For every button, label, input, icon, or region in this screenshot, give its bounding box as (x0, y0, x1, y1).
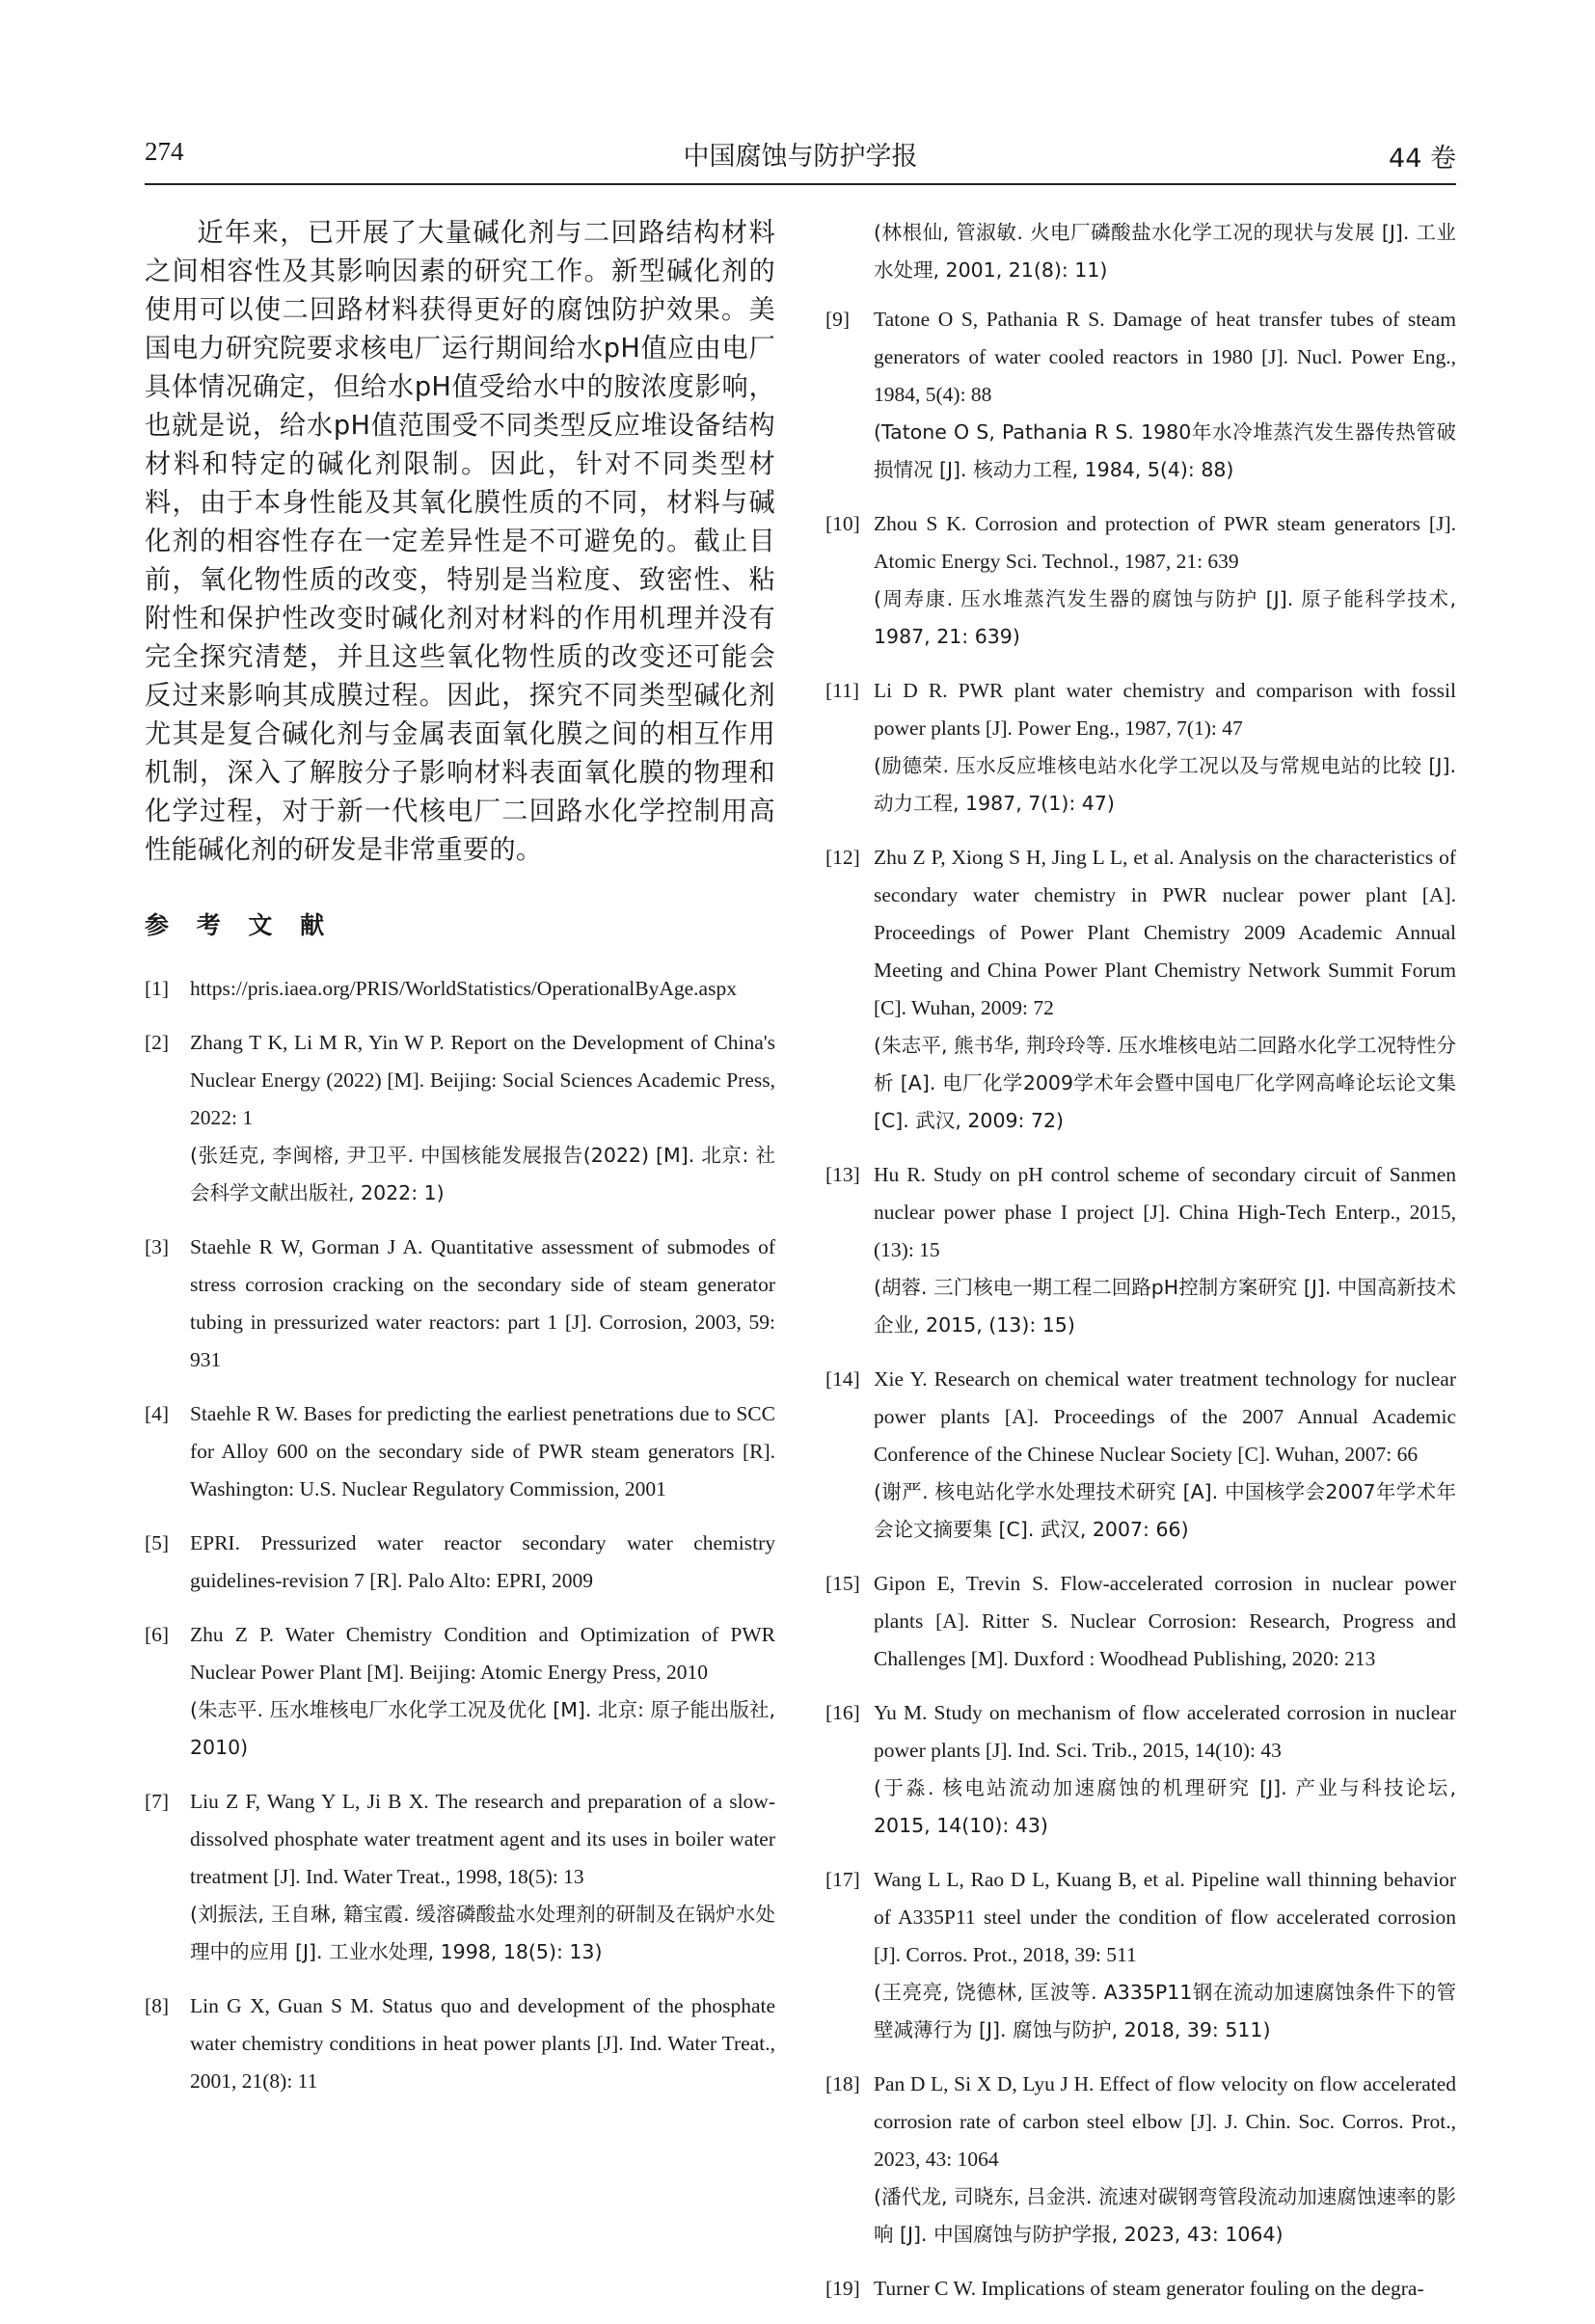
reference-item (825, 1565, 1456, 1678)
journal-title: 中国腐蚀与防护学报 (683, 142, 918, 172)
references-heading: 参 考 文 献 (145, 911, 335, 939)
reference-cn: (刘振法, 王自琳, 籍宝霞. 缓溶磷酸盐水处理剂的研制及在锅炉水处理中的应用 [J]. 工业水处理, 1998, 18(5): 13) (190, 1903, 775, 1963)
reference-item (825, 505, 1456, 656)
reference-continuation (825, 214, 1456, 289)
reference-item (825, 2066, 1456, 2254)
reference-number: [3] (145, 1235, 170, 1258)
reference-en: Turner C W. Implications of steam generator fouling on the degra- (874, 2277, 1424, 2300)
reference-number: [10] (825, 512, 860, 535)
reference-cn: (潘代龙, 司晓东, 吕金洪. 流速对碳钢弯管段流动加速腐蚀速率的影响 [J]. 中国腐蚀与防护学报, 2023, 43: 1064) (874, 2185, 1456, 2246)
reference-number: [14] (825, 1367, 860, 1391)
reference-cn: (于淼. 核电站流动加速腐蚀的机理研究 [J]. 产业与科技论坛, 2015, 14(10): 43) (874, 1776, 1456, 1837)
reference-number: [19] (825, 2277, 860, 2300)
reference-en: Li D R. PWR plant water chemistry and comparison with fossil power plants [J]. Power Eng., 1987, 7(1): 47 (874, 679, 1456, 740)
reference-number: [18] (825, 2072, 860, 2095)
page-header (145, 137, 1456, 176)
reference-number: [16] (825, 1701, 860, 1724)
reference-number: [9] (825, 308, 851, 331)
reference-item (145, 1987, 775, 2100)
reference-item (145, 1616, 775, 1767)
reference-number: [12] (825, 846, 860, 869)
reference-item (145, 1229, 775, 1379)
reference-item (825, 301, 1456, 489)
volume-label: 44 卷 (1389, 144, 1456, 174)
reference-number: [5] (145, 1531, 170, 1554)
reference-item (145, 1395, 775, 1508)
references-list-right (825, 301, 1456, 2308)
reference-en: Zhang T K, Li M R, Yin W P. Report on the Development of China's Nuclear Energy (2022) [M]. Beijing: Social Sciences Academic Press, 2022: 1 (190, 1031, 775, 1129)
reference-cn: (朱志平, 熊书华, 荆玲玲等. 压水堆核电站二回路水化学工况特性分析 [A]. 电厂化学2009学术年会暨中国电厂化学网高峰论坛论文集 [C]. 武汉, 2009: 72) (874, 1034, 1456, 1132)
reference-item (825, 1861, 1456, 2049)
reference-number: [13] (825, 1163, 860, 1186)
reference-cn: (朱志平. 压水堆核电厂水化学工况及优化 [M]. 北京: 原子能出版社, 2010) (190, 1698, 775, 1759)
reference-number: [15] (825, 1572, 860, 1595)
reference-en: Tatone O S, Pathania R S. Damage of heat transfer tubes of steam generators of water cooled reactors in 1980 [J]. Nucl. Power Eng., 1984, 5(4): 88 (874, 308, 1456, 406)
reference-en: Xie Y. Research on chemical water treatment technology for nuclear power plants [A]. Proceedings of the 2007 Annual Academic Conference of the Chinese Nuclear Society [C]. Wuhan, 2007: 66 (874, 1367, 1456, 1466)
reference-en: Yu M. Study on mechanism of flow accelerated corrosion in nuclear power plants [J]. Ind. Sci. Trib., 2015, 14(10): 43 (874, 1701, 1456, 1762)
reference-item (825, 1361, 1456, 1549)
body-paragraph: 近年来，已开展了大量碱化剂与二回路结构材料之间相容性及其影响因素的研究工作。新型碱化剂的使用可以使二回路材料获得更好的腐蚀防护效果。美国电力研究院要求核电厂运行期间给水pH值应由电厂具体情况确定，但给水pH值受给水中的胺浓度影响，也就是说，给水pH值范围受不同类型反应堆设备结构材料和特定的碱化剂限制。因此，针对不同类型材料，由于本身性能及其氧化膜性质的不同，材料与碱化剂的相容性存在一定差异性是不可避免的。截止目前，氧化物性质的改变，特别是当粒度、致密性、粘附性和保护性改变时碱化剂对材料的作用机理并没有完全探究清楚，并且这些氧化物性质的改变还可能会反过来影响其成膜过程。因此，探究不同类型碱化剂尤其是复合碱化剂与金属表面氧化膜之间的相互作用机制，深入了解胺分子影响材料表面氧化膜的物理和化学过程，对于新一代核电厂二回路水化学控制用高性能碱化剂的研发是非常重要的。 (145, 218, 775, 865)
reference-item (145, 1783, 775, 1971)
reference-en: Staehle R W, Gorman J A. Quantitative assessment of submodes of stress corrosion cracking on the secondary side of steam generator tubing in pressurized water reactors: part 1 [J]. Corrosion, 2003, 59: 931 (190, 1235, 775, 1371)
reference-cn: (胡蓉. 三门核电一期工程二回路pH控制方案研究 [J]. 中国高新技术企业, 2015, (13): 15) (874, 1276, 1456, 1337)
reference-en: Gipon E, Trevin S. Flow-accelerated corrosion in nuclear power plants [A]. Ritter S. Nuclear Corrosion: Research, Progress and Challenges [M]. Duxford : Woodhead Publishing, 2020: 213 (874, 1572, 1456, 1670)
reference-en: Wang L L, Rao D L, Kuang B, et al. Pipeline wall thinning behavior of A335P11 steel under the condition of flow accelerated corrosion [J]. Corros. Prot., 2018, 39: 511 (874, 1868, 1456, 1966)
reference-cn: (Tatone O S, Pathania R S. 1980年水冷堆蒸汽发生器传热管破损情况 [J]. 核动力工程, 1984, 5(4): 88) (874, 420, 1456, 481)
page-number: 274 (145, 137, 184, 166)
reference-number: [1] (145, 977, 170, 1000)
reference-item (825, 1156, 1456, 1344)
reference-en: Pan D L, Si X D, Lyu J H. Effect of flow velocity on flow accelerated corrosion rate of carbon steel elbow [J]. J. Chin. Soc. Corros. Prot., 2023, 43: 1064 (874, 2072, 1456, 2171)
reference-number: [17] (825, 1868, 860, 1891)
reference-number: [4] (145, 1402, 170, 1425)
reference-cn: (周寿康. 压水堆蒸汽发生器的腐蚀与防护 [J]. 原子能科学技术, 1987, 21: 639) (874, 587, 1456, 648)
right-column (825, 214, 1456, 2324)
reference-en: Liu Z F, Wang Y L, Ji B X. The research and preparation of a slow-dissolved phosphate water treatment agent and its uses in boiler water treatment [J]. Ind. Water Treat., 1998, 18(5): 13 (190, 1790, 775, 1888)
reference-item (145, 970, 775, 1008)
reference-en[interactable]: https://pris.iaea.org/PRIS/WorldStatistics/OperationalByAge.aspx (190, 977, 737, 1000)
reference-cn: (林根仙, 管淑敏. 火电厂磷酸盐水化学工况的现状与发展 [J]. 工业水处理, 2001, 21(8): 11) (874, 221, 1456, 282)
reference-number: [2] (145, 1031, 170, 1054)
reference-en: EPRI. Pressurized water reactor secondary water chemistry guidelines-revision 7 [R]. Palo Alto: EPRI, 2009 (190, 1531, 775, 1592)
references-list-left (145, 970, 775, 2100)
reference-number: [7] (145, 1790, 170, 1813)
reference-item (825, 1694, 1456, 1845)
reference-en: Zhu Z P. Water Chemistry Condition and Optimization of PWR Nuclear Power Plant [M]. Beijing: Atomic Energy Press, 2010 (190, 1623, 775, 1684)
reference-en: Lin G X, Guan S M. Status quo and development of the phosphate water chemistry conditions in heat power plants [J]. Ind. Water Treat., 2001, 21(8): 11 (190, 1994, 775, 2093)
reference-item (825, 672, 1456, 823)
reference-cn: (励德荣. 压水反应堆核电站水化学工况以及与常规电站的比较 [J]. 动力工程, 1987, 7(1): 47) (874, 754, 1456, 815)
reference-item (825, 839, 1456, 1140)
reference-number: [11] (825, 679, 860, 702)
reference-cn: (谢严. 核电站化学水处理技术研究 [A]. 中国核学会2007年学术年会论文摘要集 [C]. 武汉, 2007: 66) (874, 1480, 1456, 1541)
reference-en: Zhu Z P, Xiong S H, Jing L L, et al. Analysis on the characteristics of secondary water chemistry in PWR nuclear power plant [A]. Proceedings of Power Plant Chemistry 2009 Academic Annual Meeting and China Power Plant Chemistry Network Summit Forum [C]. Wuhan, 2009: 72 (874, 846, 1456, 1019)
header-rule (145, 183, 1456, 185)
reference-item (145, 1024, 775, 1212)
left-column (145, 214, 775, 2117)
reference-en: Staehle R W. Bases for predicting the earliest penetrations due to SCC for Alloy 600 on the secondary side of PWR steam generators [R]. Washington: U.S. Nuclear Regulatory Commission, 2001 (190, 1402, 775, 1500)
reference-en: Zhou S K. Corrosion and protection of PWR steam generators [J]. Atomic Energy Sci. Technol., 1987, 21: 639 (874, 512, 1456, 573)
reference-en: Hu R. Study on pH control scheme of secondary circuit of Sanmen nuclear power phase I project [J]. China High-Tech Enterp., 2015, (13): 15 (874, 1163, 1456, 1261)
reference-cn: (张廷克, 李闽榕, 尹卫平. 中国核能发展报告(2022) [M]. 北京: 社会科学文献出版社, 2022: 1) (190, 1144, 775, 1204)
reference-cn: (王亮亮, 饶德林, 匡波等. A335P11钢在流动加速腐蚀条件下的管壁减薄行为 [J]. 腐蚀与防护, 2018, 39: 511) (874, 1981, 1456, 2041)
reference-number: [6] (145, 1623, 170, 1646)
reference-number: [8] (145, 1994, 170, 2017)
reference-item (825, 2270, 1456, 2308)
reference-item (145, 1525, 775, 1600)
